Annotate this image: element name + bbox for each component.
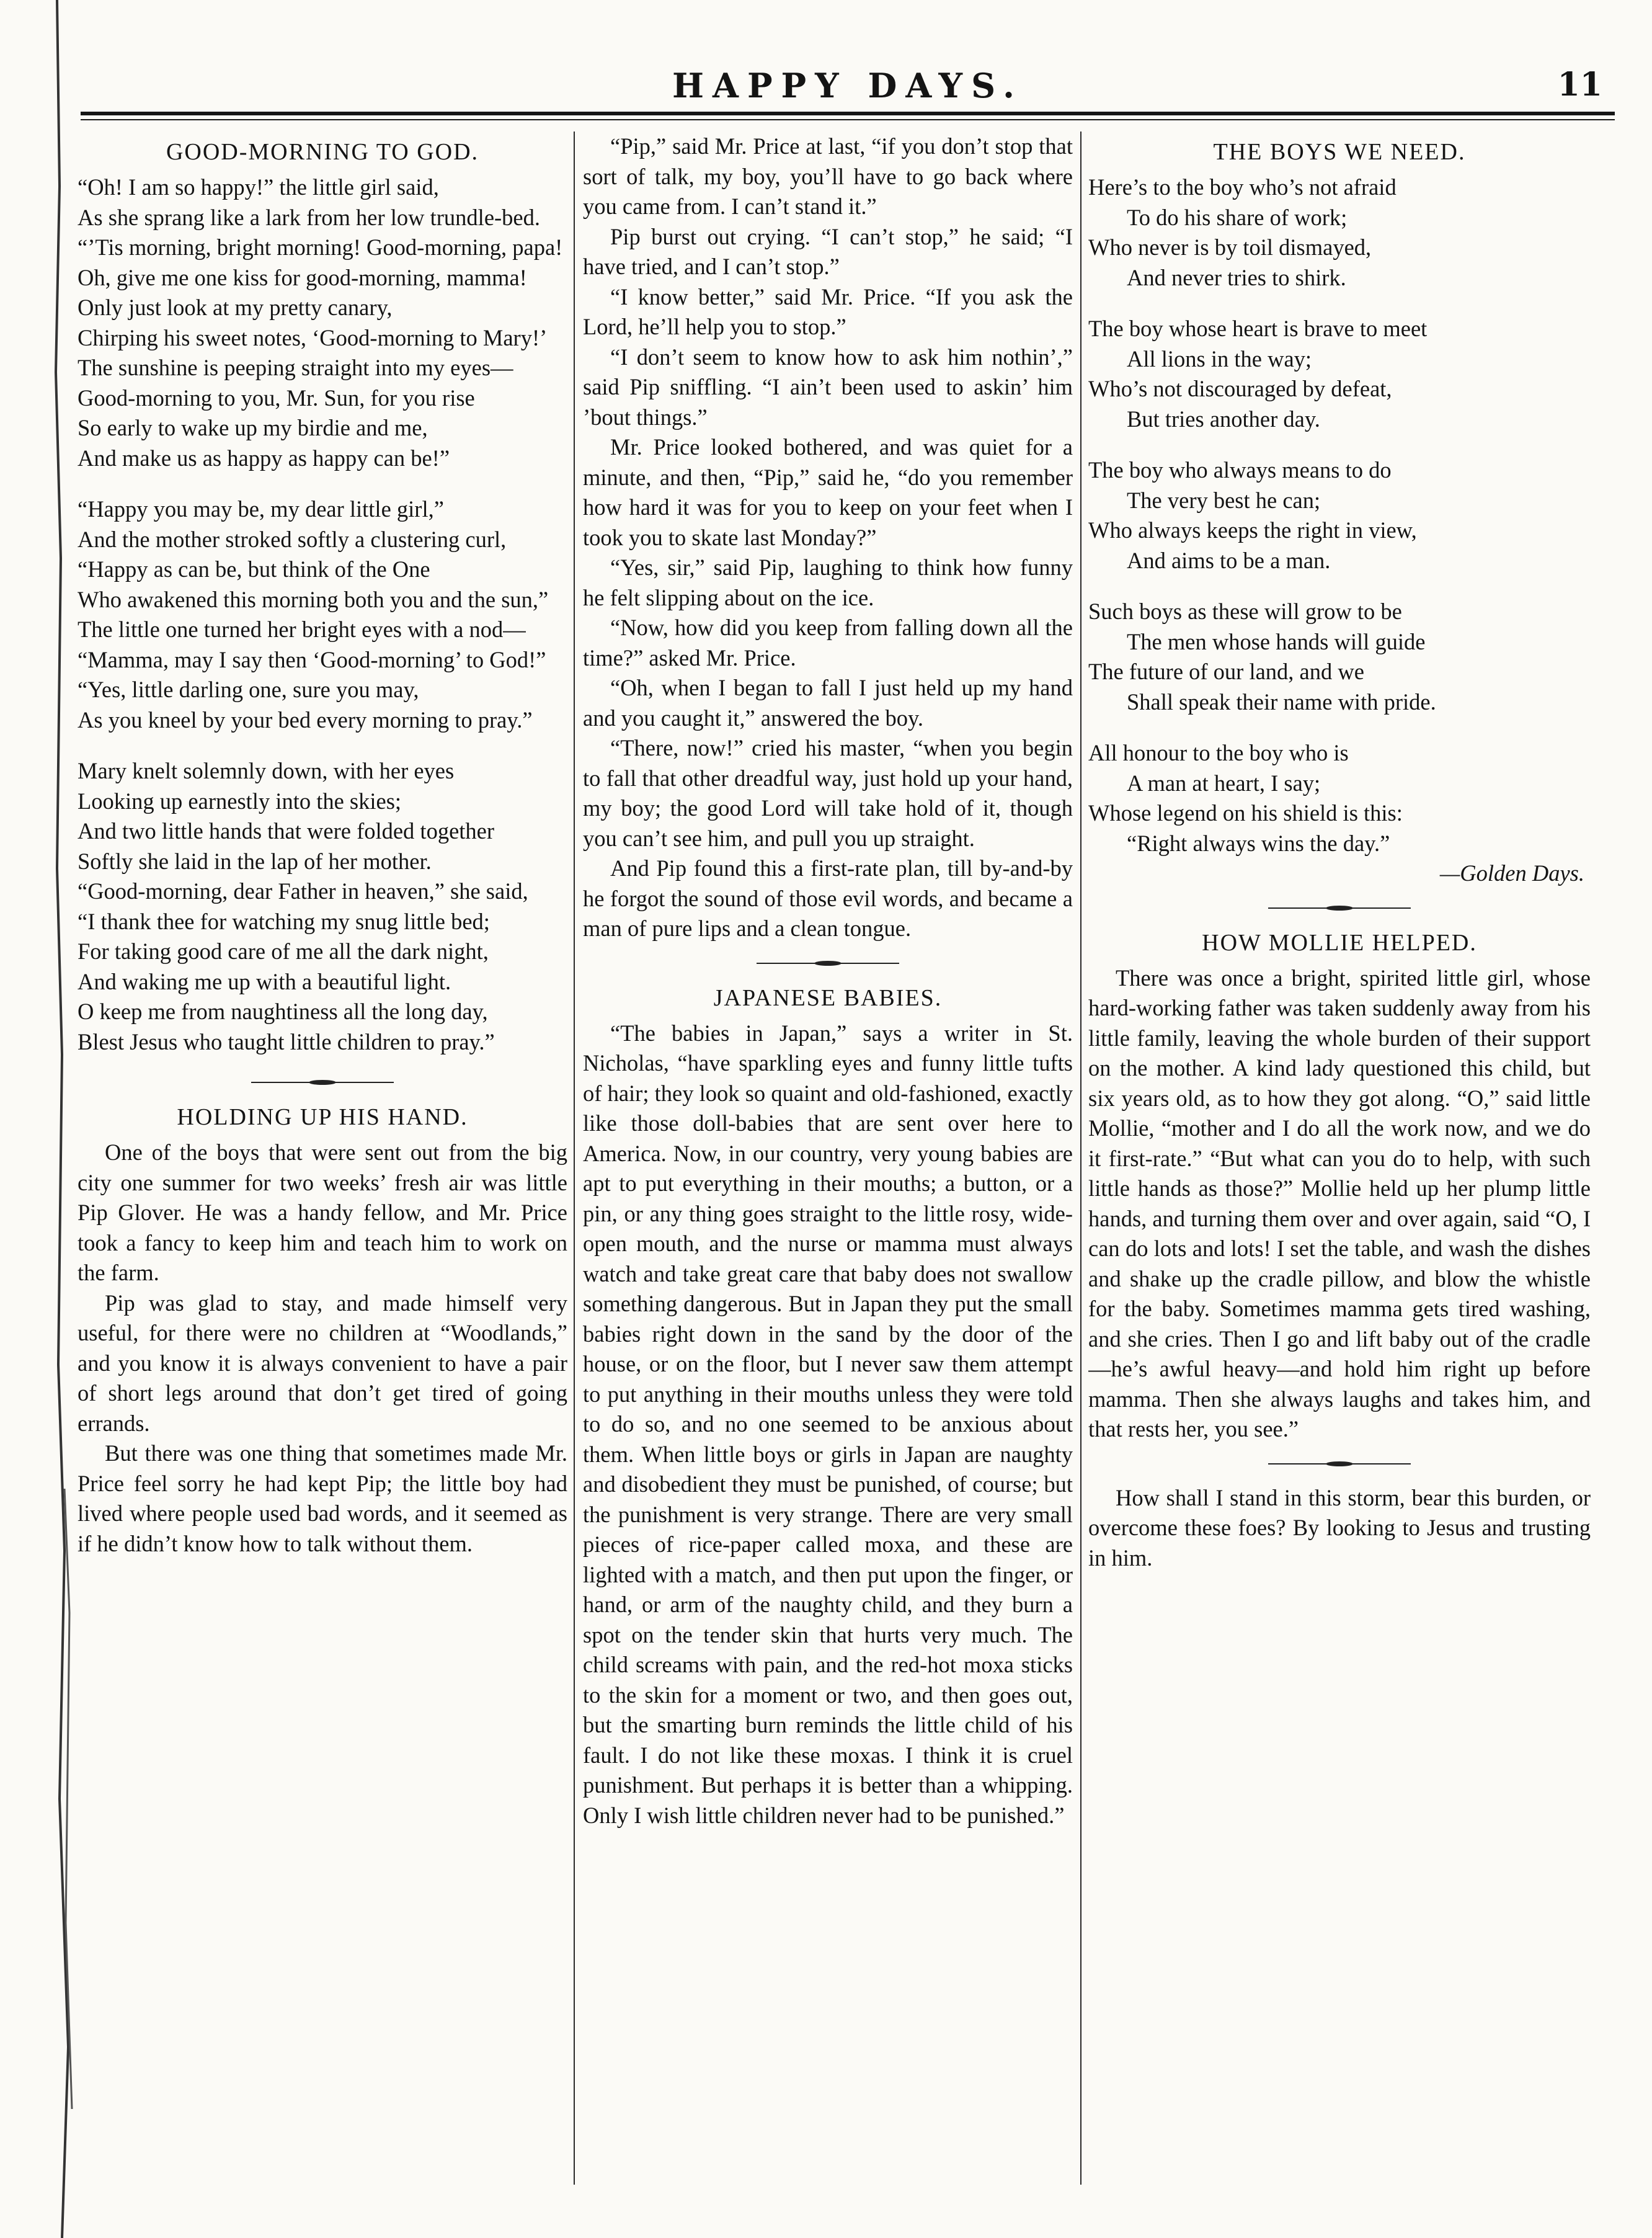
- poem-line: Softly she laid in the lap of her mother.: [78, 848, 432, 874]
- poem-line: Oh, give me one kiss for good-morning, mamma!: [78, 264, 527, 290]
- torn-page-edge: [0, 0, 74, 2238]
- poem-line: And never tries to shirk.: [1127, 264, 1346, 290]
- poem-line: “Yes, little darling one, sure you may,: [78, 677, 419, 702]
- article-paragraph: There was once a bright, spirited little girl, whose hard-working father was taken suddenly away from his little family, leaving the whole burden of their support on the mother. A kind lady questioned this child, but six years old, as to how they got along. “O,” said little Mollie, “mother and I do all the work now, and we do it first-rate.” “But what can you do to help, with such little hands as those?” Mollie held up her plump little hands, and turning them over and over again, said “O, I can do lots and lots! I set the table, and wash the dishes and shake up the cradle pillow, and blow the whistle for the baby. Sometimes mamma gets tired washing, and she cries. Then I go and lift baby out of the cradle—he’s awful heavy—and hold him right up before mamma. Then she always laughs and takes him, and that rests her, you see.”: [1088, 965, 1591, 1442]
- article-title: JAPANESE BABIES.: [713, 984, 943, 1011]
- article-paragraph: Pip burst out crying. “I can’t stop,” he said; “I have tried, and I can’t stop.”: [583, 223, 1073, 279]
- poem-line: So early to wake up my birdie and me,: [78, 415, 428, 440]
- poem-line: Looking up earnestly into the skies;: [78, 788, 402, 814]
- header-rule-thin: [81, 119, 1615, 120]
- poem-line: A man at heart, I say;: [1127, 770, 1321, 796]
- poem-line: “I thank thee for watching my snug little bed;: [78, 908, 490, 934]
- poem-line: Blest Jesus who taught little children to pray.”: [78, 1028, 495, 1054]
- article-paragraph: “The babies in Japan,” says a writer in St. Nicholas, “have sparkling eyes and funny little tufts of hair; they look so quaint and old-fashioned, exactly like those doll-babies that are sent over here to America. Now, in our country, very young babies are apt to put everything in their mouths; a button, or a pin, or any thing goes straight to the little rosy, wide-open mouth, and the nurse or mamma must always watch and take great care that baby does not swallow something dangerous. But in Japan they put the small babies right down in the sand by the door of the house, or on the floor, but I never saw them attempt to put anything in their mouths unless they were told to do so, and no one seemed to be anxious about them. When little boys or girls in Japan are naughty and disobedient they must be punished, of course; but the punishment is very strange. There are very small pieces of rice-paper called moxa, and these are lighted with a match, and then put upon the finger, or hand, or arm of the naughty child, and they burn a spot on the tender skin that hurts very much. The child screams with pain, and the red-hot moxa sticks to the skin for a moment or two, and then goes out, but the smarting burn reminds the little child of his fault. I do not like these moxas. I think it is cruel punishment. But perhaps it is better than a whipping. Only I wish little children never had to be punished.”: [583, 1020, 1073, 1828]
- article-paragraph: Pip was glad to stay, and made himself very useful, for there were no children at “Woodlands,” and you know it is always convenient to have a pair of short legs around that don’t get tired of going errands.: [78, 1290, 567, 1436]
- article-paragraph: “There, now!” cried his master, “when you begin to fall that other dreadful way, just hold up your hand, my boy; the good Lord will take hold of it, though you can’t see him, and pull you up straight.: [583, 735, 1073, 851]
- poem-line: “Good-morning, dear Father in heaven,” she said,: [78, 878, 528, 904]
- article-paragraph: “Yes, sir,” said Pip, laughing to think how funny he felt slipping about on the ice.: [583, 555, 1073, 610]
- section-separator: [251, 1078, 394, 1087]
- poem-line: And aims to be a man.: [1127, 547, 1331, 573]
- poem-line: “Happy you may be, my dear little girl,”: [78, 496, 444, 522]
- section-separator: [757, 959, 899, 968]
- poem-line: Good-morning to you, Mr. Sun, for you rise: [78, 385, 475, 411]
- masthead-title: HAPPY DAYS.: [672, 66, 1023, 105]
- poem-line: “Right always wins the day.”: [1127, 830, 1390, 856]
- poem-line: All lions in the way;: [1127, 346, 1312, 372]
- poem-line: Mary knelt solemnly down, with her eyes: [78, 758, 455, 783]
- poem-line: And make us as happy as happy can be!”: [78, 445, 450, 471]
- poem-line: Chirping his sweet notes, ‘Good-morning to Mary!’: [78, 324, 548, 350]
- poem-good-morning: [78, 172, 567, 1057]
- section-separator: [1268, 1460, 1411, 1468]
- poem-line: Here’s to the boy who’s not afraid: [1088, 174, 1397, 200]
- page-number: 11: [1557, 66, 1602, 104]
- poem-line: And the mother stroked softly a clustering curl,: [78, 526, 507, 552]
- poem-line: The men whose hands will guide: [1127, 628, 1426, 654]
- article-title: HOLDING UP HIS HAND.: [177, 1104, 468, 1130]
- article-paragraph: But there was one thing that sometimes made Mr. Price feel sorry he had kept Pip; the little boy had lived where people used bad words, and it seemed as if he didn’t know how to talk without them.: [78, 1440, 567, 1556]
- poem-line: O keep me from naughtiness all the long day,: [78, 999, 488, 1024]
- poem-line: And two little hands that were folded together: [78, 818, 495, 844]
- section-separator: [1268, 904, 1411, 912]
- poem-boys-we-need: [1088, 172, 1591, 889]
- poem-line: But tries another day.: [1127, 406, 1320, 432]
- poem-stanza: [78, 756, 567, 1057]
- poem-line: Who always keeps the right in view,: [1088, 517, 1417, 543]
- poem-line: For taking good care of me all the dark night,: [78, 938, 489, 964]
- poem-line: All honour to the boy who is: [1088, 740, 1349, 765]
- poem-line: The sunshine is peeping straight into my eyes—: [78, 355, 513, 380]
- poem-line: To do his share of work;: [1127, 204, 1348, 230]
- poem-line: The very best he can;: [1127, 487, 1321, 513]
- article-paragraph: One of the boys that were sent out from the big city one summer for two weeks’ fresh air was little Pip Glover. He was a handy fellow, and Mr. Price took a fancy to keep him and teach him to work on the farm.: [78, 1139, 567, 1285]
- article-title: THE BOYS WE NEED.: [1213, 139, 1466, 165]
- poem-line: Whose legend on his shield is this:: [1088, 800, 1403, 826]
- poem-line: The boy whose heart is brave to meet: [1088, 316, 1428, 341]
- column-divider: [1080, 132, 1081, 2185]
- poem-stanza: [1088, 172, 1591, 293]
- poem-attribution: —Golden Days.: [1439, 860, 1584, 886]
- article-paragraph: “I don’t seem to know how to ask him nothin’,” said Pip sniffling. “I ain’t been used to askin’ him ’bout things.”: [583, 344, 1073, 430]
- page-header: [81, 57, 1615, 113]
- poem-line: As you kneel by your bed every morning to pray.”: [78, 707, 533, 733]
- poem-line: Who awakened this morning both you and the sun,”: [78, 586, 549, 612]
- column-2: [583, 132, 1073, 2185]
- poem-line: “Happy as can be, but think of the One: [78, 556, 430, 582]
- poem-line: “Oh! I am so happy!” the little girl said,: [78, 174, 439, 200]
- article-paragraph: “Oh, when I began to fall I just held up my hand and you caught it,” answered the boy.: [583, 675, 1073, 731]
- poem-stanza: [78, 172, 567, 473]
- column-1: [78, 132, 567, 2185]
- article-paragraph: How shall I stand in this storm, bear this burden, or overcome these foes? By looking to Jesus and trusting in him.: [1088, 1484, 1591, 1571]
- poem-stanza: [1088, 455, 1591, 576]
- poem-line: Shall speak their name with pride.: [1127, 689, 1436, 715]
- poem-line: The boy who always means to do: [1088, 457, 1392, 483]
- poem-stanza: [78, 494, 567, 735]
- column-divider: [574, 132, 575, 2185]
- poem-line: The little one turned her bright eyes with a nod—: [78, 617, 526, 642]
- poem-line: The future of our land, and we: [1088, 659, 1364, 684]
- article-paragraph: And Pip found this a first-rate plan, till by-and-by he forgot the sound of those evil words, and became a man of pure lips and a clean tongue.: [583, 855, 1073, 941]
- article-paragraph: “Now, how did you keep from falling down all the time?” asked Mr. Price.: [583, 615, 1073, 671]
- poem-line: And waking me up with a beautiful light.: [78, 968, 451, 994]
- poem-line: Who’s not discouraged by defeat,: [1088, 376, 1392, 401]
- poem-line: Only just look at my pretty canary,: [78, 295, 393, 320]
- poem-stanza: [1088, 738, 1591, 858]
- article-title: HOW MOLLIE HELPED.: [1202, 929, 1477, 956]
- column-3: [1088, 132, 1591, 2185]
- poem-stanza: [1088, 597, 1591, 717]
- poem-stanza: [1088, 314, 1591, 434]
- poem-line: Such boys as these will grow to be: [1088, 599, 1402, 624]
- poem-line: “Mamma, may I say then ‘Good-morning’ to God!”: [78, 646, 546, 672]
- article-title: GOOD-MORNING TO GOD.: [166, 139, 479, 165]
- poem-line: As she sprang like a lark from her low trundle-bed.: [78, 204, 541, 230]
- article-paragraph: Mr. Price looked bothered, and was quiet for a minute, and then, “Pip,” said he, “do you remember how hard it was for you to keep on your feet when I took you to skate last Monday?”: [583, 434, 1073, 550]
- article-paragraph: “I know better,” said Mr. Price. “If you ask the Lord, he’ll help you to stop.”: [583, 283, 1073, 339]
- header-rule-thick: [81, 112, 1615, 115]
- poem-line: Who never is by toil dismayed,: [1088, 234, 1372, 260]
- article-paragraph: “Pip,” said Mr. Price at last, “if you don’t stop that sort of talk, my boy, you’ll have to go back where you came from. I can’t stand it.”: [583, 133, 1073, 219]
- poem-line: “’Tis morning, bright morning! Good-morning, papa!: [78, 234, 563, 260]
